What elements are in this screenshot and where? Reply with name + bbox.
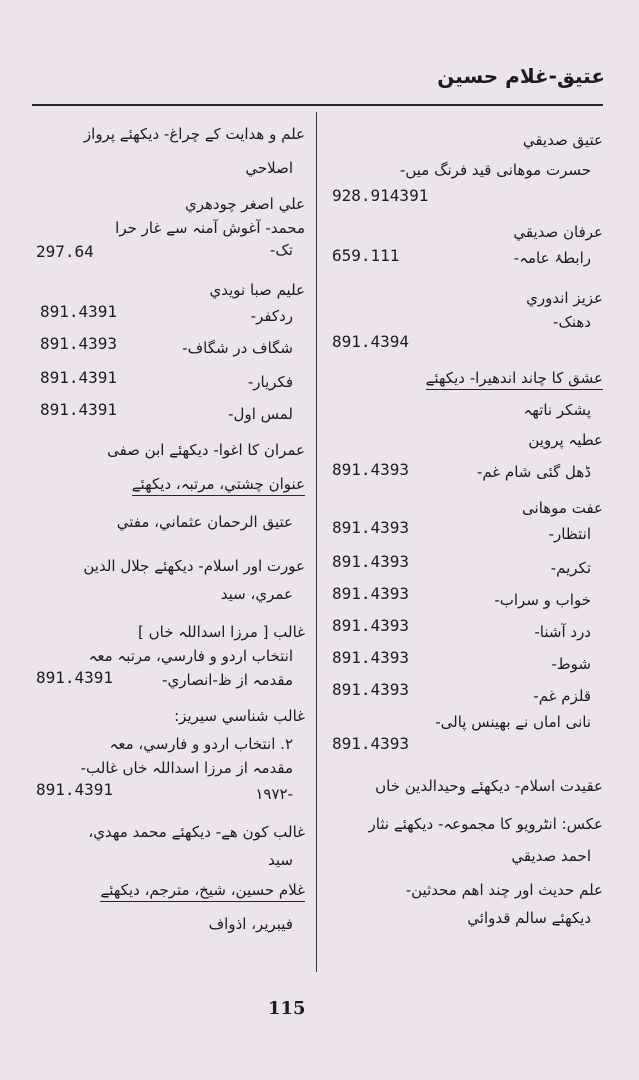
entry-line: تکریم- — [550, 559, 591, 577]
entry-line: عزیز اندوري — [526, 289, 603, 307]
entry-line: تک- — [269, 241, 293, 259]
entry-line: علم و هدایت کے چراغ- دیکھئے پرواز — [83, 125, 305, 143]
header-rule — [32, 104, 603, 106]
entry-line: حسرت موهانی قید فرنگ میں- — [399, 161, 591, 179]
entry-line: عتیق الرحمان عثماني، مفتي — [116, 513, 293, 531]
entry-number: 297.64 — [36, 242, 94, 261]
entry-number: 659.111 — [332, 246, 400, 265]
entry-line: عفت موهانی — [522, 499, 603, 517]
page-header: عتیق-غلام حسین — [437, 64, 605, 88]
entry-line: درد آشنا- — [534, 623, 591, 641]
entry-number: 891.4391 — [36, 668, 114, 687]
entry-line: عطیہ پروین — [528, 431, 603, 449]
entry-line: عکس: انٹرویو کا مجموعہ- دیکھئے نثار — [368, 815, 603, 833]
entry-line: علي اصغر چودهري — [185, 195, 305, 213]
entry-line: شوط- — [551, 655, 591, 673]
entry-number: 891.4393 — [332, 616, 410, 635]
entry-line: ڈھل گئی شام غم- — [476, 463, 591, 481]
entry-line: شگاف در شگاف- — [182, 339, 293, 357]
entry-line: دهنک- — [553, 313, 591, 331]
entry-number: 891.4391 — [40, 368, 118, 387]
entry-line: ٢. انتخاب اردو و فارسي، معہ — [109, 735, 293, 753]
entry-line: قلزم غم- — [533, 687, 591, 705]
entry-line: اصلاحي — [245, 159, 293, 177]
entry-line: عمري، سید — [220, 585, 293, 603]
entry-line: عنوان چشتي، مرتبہ، دیکھئے — [132, 474, 305, 496]
entry-number: 891.4391 — [40, 400, 118, 419]
entry-line: محمد- آغوش آمنہ سے غار حرا — [115, 219, 305, 237]
entry-number: 891.4393 — [332, 460, 410, 479]
column-divider — [316, 112, 317, 972]
entry-number: 891.4391 — [40, 302, 118, 321]
entry-line: عقیدت اسلام- دیکھئے وحیدالدین خاں — [375, 777, 603, 795]
entry-line: عرفان صدیقي — [513, 223, 603, 241]
entry-number: 891.4393 — [332, 648, 410, 667]
entry-line: فیبریر، اذواف — [208, 915, 293, 933]
entry-line: ردکفر- — [250, 307, 293, 325]
entry-line: غالب [ مرزا اسداللہ خاں ] — [138, 623, 305, 641]
entry-number: 891.4393 — [332, 584, 410, 603]
page-number: 115 — [268, 998, 306, 1019]
entry-number: 891.4393 — [332, 552, 410, 571]
entry-number: 891.4393 — [332, 518, 410, 537]
entry-line: غالب شناسي سیریز: — [174, 707, 305, 725]
entry-line: لمس اول- — [228, 405, 293, 423]
entry-line: -١٩٧٢ — [255, 785, 293, 803]
entry-line: پشکر ناتهہ — [523, 401, 591, 419]
entry-line: عشق کا چاند اندهیرا- دیکھئے — [426, 368, 603, 390]
entry-line: علیم صبا نویدي — [209, 281, 305, 299]
entry-line: مقدمہ از ظ-انصاري- — [162, 671, 293, 689]
entry-number: 891.4393 — [40, 334, 118, 353]
entry-number: 928.914391 — [332, 186, 429, 205]
entry-line: انتخاب اردو و فارسي، مرتبہ معہ — [88, 647, 293, 665]
entry-line: غلام حسین، شیخ، مترجم، دیکھئے — [100, 880, 305, 902]
entry-line: انتظار- — [548, 525, 591, 543]
entry-line: عمران کا اغوا- دیکھئے ابن صفی — [107, 441, 305, 459]
entry-number: 891.4394 — [332, 332, 410, 351]
entry-number: 891.4391 — [36, 780, 114, 799]
entry-number: 891.4393 — [332, 734, 410, 753]
entry-line: علم حدیث اور چند اهم محدثین- — [405, 881, 603, 899]
entry-line: فکریار- — [247, 373, 293, 391]
entry-line: احمد صدیقي — [511, 847, 591, 865]
entry-line: مقدمہ از مرزا اسداللہ خاں غالب- — [80, 759, 293, 777]
entry-line: سید — [268, 851, 293, 869]
entry-line: نانی اماں نے بهینس پالی- — [435, 713, 591, 731]
entry-line: غالب کون هے- دیکھئے محمد مهدي، — [88, 823, 305, 841]
entry-line: خواب و سراب- — [494, 591, 591, 609]
entry-line: عتیق صدیقي — [522, 131, 603, 149]
entry-line: رابطۂ عامہ- — [513, 249, 591, 267]
entry-number: 891.4393 — [332, 680, 410, 699]
entry-line: عورت اور اسلام- دیکھئے جلال الدین — [83, 557, 305, 575]
entry-line: دیکھئے سالم قدوائي — [467, 909, 591, 927]
